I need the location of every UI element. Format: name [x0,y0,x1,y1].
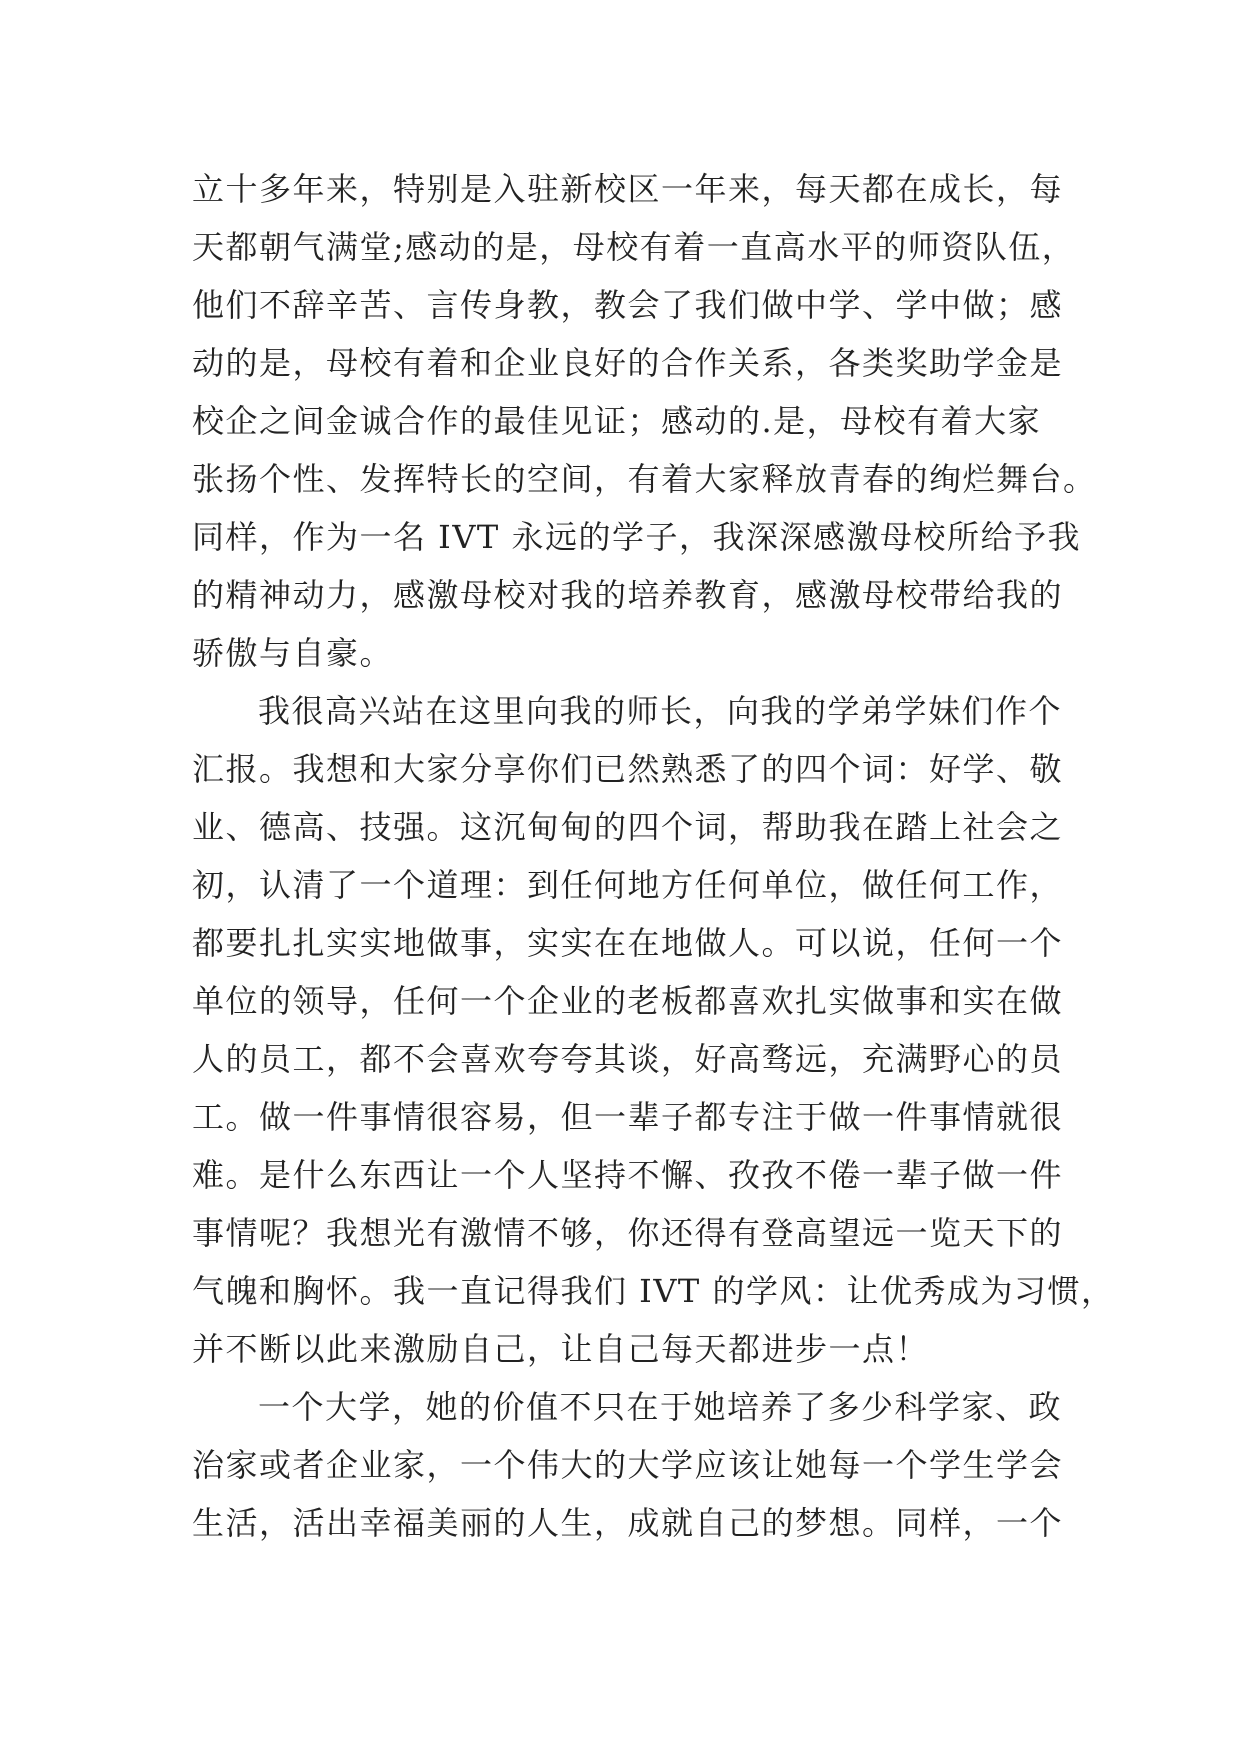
text-line: 的精神动力，感激母校对我的培养教育，感激母校带给我的 [192,576,1064,614]
text-line: 动的是，母校有着和企业良好的合作关系，各类奖助学金是 [192,344,1064,382]
text-line: 我很高兴站在这里向我的师长，向我的学弟学妹们作个 [258,692,1063,730]
text-line: 都要扎扎实实地做事，实实在在地做人。可以说，任何一个 [192,924,1064,962]
text-line: 骄傲与自豪。 [192,634,394,672]
text-line: 工。做一件事情很容易，但一辈子都专注于做一件事情就很 [192,1098,1064,1136]
paragraph [192,1378,1070,1552]
text-line: 业、德高、技强。这沉甸甸的四个词，帮助我在踏上社会之 [192,808,1064,846]
text-line: 生活，活出幸福美丽的人生，成就自己的梦想。同样，一个 [192,1504,1064,1542]
text-line: 立十多年来，特别是入驻新校区一年来，每天都在成长，每 [192,170,1064,208]
text-line: 难。是什么东西让一个人坚持不懈、孜孜不倦一辈子做一件 [192,1156,1064,1194]
body-text [192,160,1115,1552]
text-line: 人的员工，都不会喜欢夸夸其谈，好高骛远，充满野心的员 [192,1040,1064,1078]
paragraph [192,682,1115,1378]
text-line: 治家或者企业家，一个伟大的大学应该让她每一个学生学会 [192,1446,1064,1484]
text-line: 单位的领导，任何一个企业的老板都喜欢扎实做事和实在做 [192,982,1064,1020]
text-line: 张扬个性、发挥特长的空间，有着大家释放青春的绚烂舞台。 [192,460,1097,498]
text-line: 校企之间金诚合作的最佳见证；感动的.是，母校有着大家 [192,402,1042,440]
text-line: 他们不辞辛苦、言传身教，教会了我们做中学、学中做；感 [192,286,1064,324]
text-line: 同样，作为一名 IVT 永远的学子，我深深感激母校所给予我 [192,518,1081,556]
text-line: 并不断以此来激励自己，让自己每天都进步一点！ [192,1330,930,1368]
text-line: 事情呢？我想光有激情不够，你还得有登高望远一览天下的 [192,1214,1064,1252]
text-line: 初，认清了一个道理：到任何地方任何单位，做任何工作， [192,866,1064,904]
paragraph [192,160,1097,682]
text-line: 气魄和胸怀。我一直记得我们 IVT 的学风：让优秀成为习惯， [192,1272,1115,1310]
text-line: 一个大学，她的价值不只在于她培养了多少科学家、政 [258,1388,1063,1426]
text-line: 天都朝气满堂;感动的是，母校有着一直高水平的师资队伍， [192,228,1076,266]
text-line: 汇报。我想和大家分享你们已然熟悉了的四个词：好学、敬 [192,750,1064,788]
